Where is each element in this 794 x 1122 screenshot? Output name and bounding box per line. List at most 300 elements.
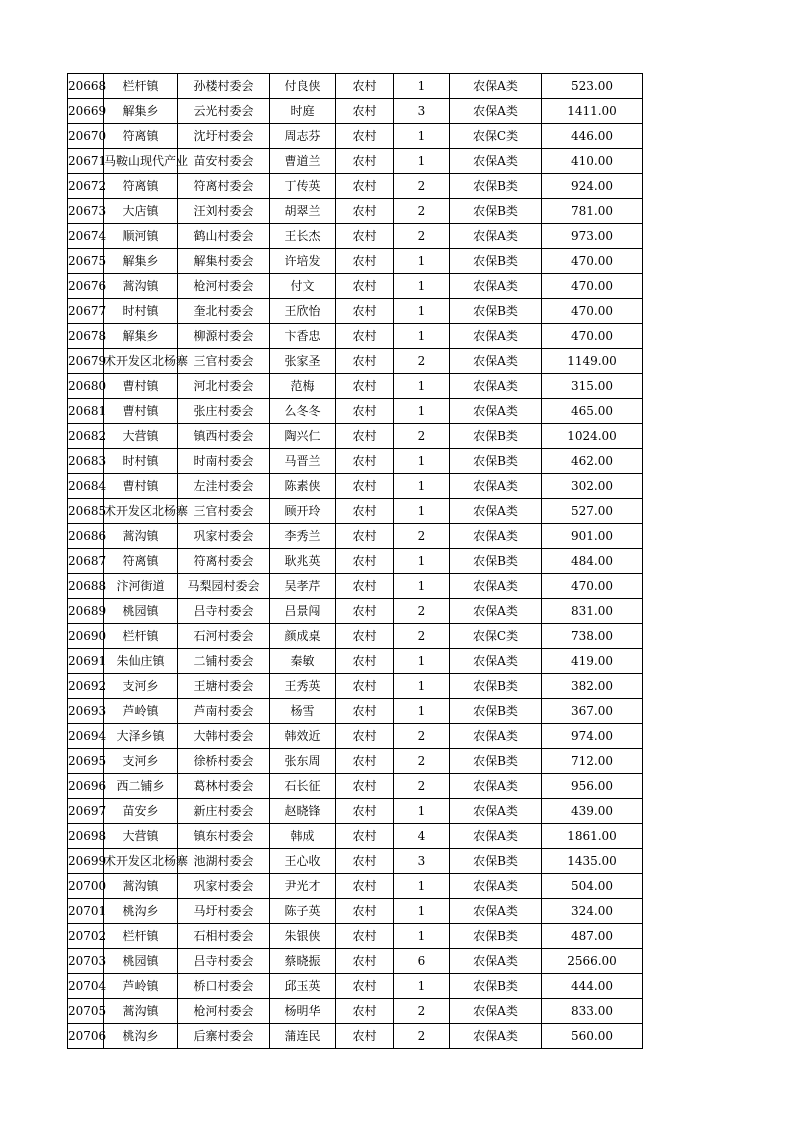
insurance-category-cell: 农保A类 [450, 399, 542, 424]
town-cell: 支河乡 [104, 674, 178, 699]
town-cell: 桃沟乡 [104, 899, 178, 924]
record-id-cell: 20672 [68, 174, 104, 199]
member-count-cell: 1 [394, 474, 450, 499]
insurance-category-cell: 农保A类 [450, 774, 542, 799]
village-committee-cell: 桥口村委会 [178, 974, 270, 999]
member-count-cell: 2 [394, 199, 450, 224]
member-count-cell: 1 [394, 374, 450, 399]
amount-cell: 484.00 [542, 549, 643, 574]
village-committee-cell: 二铺村委会 [178, 649, 270, 674]
table-row [68, 849, 643, 874]
person-name-cell: 韩效近 [270, 724, 336, 749]
insurance-category-cell: 农保B类 [450, 699, 542, 724]
amount-cell: 367.00 [542, 699, 643, 724]
table-row [68, 224, 643, 249]
household-type-cell: 农村 [336, 824, 394, 849]
household-type-cell: 农村 [336, 149, 394, 174]
household-type-cell: 农村 [336, 374, 394, 399]
household-type-cell: 农村 [336, 899, 394, 924]
amount-cell: 1024.00 [542, 424, 643, 449]
household-type-cell: 农村 [336, 924, 394, 949]
town-cell: 曹村镇 [104, 474, 178, 499]
village-committee-cell: 王塘村委会 [178, 674, 270, 699]
town-cell: 顺河镇 [104, 224, 178, 249]
household-type-cell: 农村 [336, 574, 394, 599]
village-committee-cell: 芦南村委会 [178, 699, 270, 724]
insurance-category-cell: 农保A类 [450, 949, 542, 974]
amount-cell: 974.00 [542, 724, 643, 749]
village-committee-cell: 汪刘村委会 [178, 199, 270, 224]
member-count-cell: 1 [394, 549, 450, 574]
amount-cell: 560.00 [542, 1024, 643, 1049]
insurance-category-cell: 农保A类 [450, 374, 542, 399]
insurance-category-cell: 农保A类 [450, 899, 542, 924]
table-row [68, 674, 643, 699]
person-name-cell: 蒲连民 [270, 1024, 336, 1049]
amount-cell: 382.00 [542, 674, 643, 699]
village-committee-cell: 张庄村委会 [178, 399, 270, 424]
household-type-cell: 农村 [336, 349, 394, 374]
town-cell: 蒿沟镇 [104, 874, 178, 899]
insurance-category-cell: 农保B类 [450, 849, 542, 874]
person-name-cell: 顾开玲 [270, 499, 336, 524]
insurance-category-cell: 农保A类 [450, 149, 542, 174]
insurance-category-cell: 农保A类 [450, 1024, 542, 1049]
table-row [68, 699, 643, 724]
amount-cell: 487.00 [542, 924, 643, 949]
village-committee-cell: 苗安村委会 [178, 149, 270, 174]
household-type-cell: 农村 [336, 724, 394, 749]
amount-cell: 901.00 [542, 524, 643, 549]
amount-cell: 302.00 [542, 474, 643, 499]
village-committee-cell: 沈圩村委会 [178, 124, 270, 149]
member-count-cell: 1 [394, 799, 450, 824]
member-count-cell: 1 [394, 124, 450, 149]
village-committee-cell: 符离村委会 [178, 174, 270, 199]
person-name-cell: 秦敏 [270, 649, 336, 674]
person-name-cell: 胡翠兰 [270, 199, 336, 224]
member-count-cell: 1 [394, 699, 450, 724]
town-cell: 术开发区北杨寨 [104, 349, 178, 374]
record-id-cell: 20669 [68, 99, 104, 124]
household-type-cell: 农村 [336, 999, 394, 1024]
insurance-category-cell: 农保A类 [450, 649, 542, 674]
amount-cell: 973.00 [542, 224, 643, 249]
village-committee-cell: 镇东村委会 [178, 824, 270, 849]
town-cell: 解集乡 [104, 249, 178, 274]
amount-cell: 833.00 [542, 999, 643, 1024]
member-count-cell: 1 [394, 399, 450, 424]
person-name-cell: 李秀兰 [270, 524, 336, 549]
person-name-cell: 王长杰 [270, 224, 336, 249]
amount-cell: 504.00 [542, 874, 643, 899]
person-name-cell: 卞香忠 [270, 324, 336, 349]
person-name-cell: 蔡晓振 [270, 949, 336, 974]
table-row [68, 749, 643, 774]
household-type-cell: 农村 [336, 949, 394, 974]
record-id-cell: 20679 [68, 349, 104, 374]
town-cell: 支河乡 [104, 749, 178, 774]
town-cell: 蒿沟镇 [104, 999, 178, 1024]
amount-cell: 523.00 [542, 74, 643, 99]
member-count-cell: 2 [394, 1024, 450, 1049]
record-id-cell: 20698 [68, 824, 104, 849]
insurance-category-cell: 农保A类 [450, 524, 542, 549]
amount-cell: 1861.00 [542, 824, 643, 849]
member-count-cell: 1 [394, 899, 450, 924]
table-row [68, 599, 643, 624]
amount-cell: 470.00 [542, 574, 643, 599]
insurance-category-cell: 农保A类 [450, 499, 542, 524]
member-count-cell: 1 [394, 449, 450, 474]
insurance-category-cell: 农保A类 [450, 474, 542, 499]
table-row [68, 824, 643, 849]
amount-cell: 1435.00 [542, 849, 643, 874]
table-row [68, 74, 643, 99]
village-committee-cell: 池湖村委会 [178, 849, 270, 874]
household-type-cell: 农村 [336, 524, 394, 549]
person-name-cell: 丁传英 [270, 174, 336, 199]
village-committee-cell: 吕寺村委会 [178, 949, 270, 974]
record-id-cell: 20687 [68, 549, 104, 574]
household-type-cell: 农村 [336, 599, 394, 624]
town-cell: 汴河街道 [104, 574, 178, 599]
village-committee-cell: 左洼村委会 [178, 474, 270, 499]
member-count-cell: 3 [394, 99, 450, 124]
insurance-category-cell: 农保A类 [450, 349, 542, 374]
amount-cell: 470.00 [542, 299, 643, 324]
amount-cell: 924.00 [542, 174, 643, 199]
amount-cell: 956.00 [542, 774, 643, 799]
table-row [68, 299, 643, 324]
table-row [68, 874, 643, 899]
amount-cell: 831.00 [542, 599, 643, 624]
table-row [68, 1024, 643, 1049]
amount-cell: 470.00 [542, 274, 643, 299]
member-count-cell: 2 [394, 999, 450, 1024]
table-row [68, 549, 643, 574]
village-committee-cell: 解集村委会 [178, 249, 270, 274]
person-name-cell: 王欣怡 [270, 299, 336, 324]
town-cell: 时村镇 [104, 299, 178, 324]
person-name-cell: 王心收 [270, 849, 336, 874]
record-id-cell: 20668 [68, 74, 104, 99]
person-name-cell: 陶兴仁 [270, 424, 336, 449]
household-type-cell: 农村 [336, 99, 394, 124]
table-row [68, 474, 643, 499]
record-id-cell: 20682 [68, 424, 104, 449]
member-count-cell: 1 [394, 249, 450, 274]
record-id-cell: 20683 [68, 449, 104, 474]
town-cell: 桃园镇 [104, 599, 178, 624]
household-type-cell: 农村 [336, 699, 394, 724]
person-name-cell: 吕景闯 [270, 599, 336, 624]
village-committee-cell: 枪河村委会 [178, 274, 270, 299]
amount-cell: 315.00 [542, 374, 643, 399]
insurance-category-cell: 农保A类 [450, 99, 542, 124]
record-id-cell: 20705 [68, 999, 104, 1024]
member-count-cell: 2 [394, 524, 450, 549]
record-id-cell: 20681 [68, 399, 104, 424]
town-cell: 朱仙庄镇 [104, 649, 178, 674]
town-cell: 大店镇 [104, 199, 178, 224]
amount-cell: 1149.00 [542, 349, 643, 374]
amount-cell: 462.00 [542, 449, 643, 474]
table-row [68, 174, 643, 199]
village-committee-cell: 镇西村委会 [178, 424, 270, 449]
table-row [68, 724, 643, 749]
person-name-cell: 付文 [270, 274, 336, 299]
table-row [68, 574, 643, 599]
village-committee-cell: 大韩村委会 [178, 724, 270, 749]
record-id-cell: 20676 [68, 274, 104, 299]
record-id-cell: 20671 [68, 149, 104, 174]
household-type-cell: 农村 [336, 124, 394, 149]
insurance-category-cell: 农保B类 [450, 174, 542, 199]
record-id-cell: 20697 [68, 799, 104, 824]
member-count-cell: 1 [394, 299, 450, 324]
person-name-cell: 周志芬 [270, 124, 336, 149]
insurance-category-cell: 农保C类 [450, 624, 542, 649]
person-name-cell: 颜成桌 [270, 624, 336, 649]
household-type-cell: 农村 [336, 474, 394, 499]
person-name-cell: 许培发 [270, 249, 336, 274]
household-type-cell: 农村 [336, 649, 394, 674]
record-id-cell: 20690 [68, 624, 104, 649]
record-id-cell: 20684 [68, 474, 104, 499]
member-count-cell: 1 [394, 674, 450, 699]
person-name-cell: 么冬冬 [270, 399, 336, 424]
town-cell: 解集乡 [104, 99, 178, 124]
household-type-cell: 农村 [336, 749, 394, 774]
person-name-cell: 陈素侠 [270, 474, 336, 499]
insurance-category-cell: 农保A类 [450, 224, 542, 249]
amount-cell: 439.00 [542, 799, 643, 824]
insurance-category-cell: 农保B类 [450, 974, 542, 999]
village-committee-cell: 河北村委会 [178, 374, 270, 399]
person-name-cell: 杨雪 [270, 699, 336, 724]
household-type-cell: 农村 [336, 424, 394, 449]
record-id-cell: 20685 [68, 499, 104, 524]
member-count-cell: 2 [394, 774, 450, 799]
member-count-cell: 1 [394, 274, 450, 299]
record-id-cell: 20689 [68, 599, 104, 624]
record-id-cell: 20686 [68, 524, 104, 549]
table-row [68, 899, 643, 924]
village-committee-cell: 三官村委会 [178, 349, 270, 374]
town-cell: 符离镇 [104, 124, 178, 149]
records-table [67, 73, 643, 1049]
household-type-cell: 农村 [336, 224, 394, 249]
table-row [68, 624, 643, 649]
person-name-cell: 杨明华 [270, 999, 336, 1024]
record-id-cell: 20673 [68, 199, 104, 224]
amount-cell: 410.00 [542, 149, 643, 174]
member-count-cell: 1 [394, 499, 450, 524]
table-row [68, 974, 643, 999]
table-row [68, 999, 643, 1024]
household-type-cell: 农村 [336, 249, 394, 274]
record-id-cell: 20703 [68, 949, 104, 974]
town-cell: 西二铺乡 [104, 774, 178, 799]
amount-cell: 712.00 [542, 749, 643, 774]
insurance-category-cell: 农保B类 [450, 549, 542, 574]
household-type-cell: 农村 [336, 799, 394, 824]
insurance-category-cell: 农保A类 [450, 574, 542, 599]
household-type-cell: 农村 [336, 624, 394, 649]
village-committee-cell: 柳源村委会 [178, 324, 270, 349]
insurance-category-cell: 农保B类 [450, 924, 542, 949]
member-count-cell: 2 [394, 424, 450, 449]
person-name-cell: 赵晓锋 [270, 799, 336, 824]
town-cell: 桃沟乡 [104, 1024, 178, 1049]
village-committee-cell: 时南村委会 [178, 449, 270, 474]
household-type-cell: 农村 [336, 399, 394, 424]
member-count-cell: 1 [394, 874, 450, 899]
person-name-cell: 吴孝芹 [270, 574, 336, 599]
member-count-cell: 2 [394, 174, 450, 199]
village-committee-cell: 鹤山村委会 [178, 224, 270, 249]
amount-cell: 419.00 [542, 649, 643, 674]
village-committee-cell: 新庄村委会 [178, 799, 270, 824]
town-cell: 蒿沟镇 [104, 274, 178, 299]
village-committee-cell: 后寨村委会 [178, 1024, 270, 1049]
village-committee-cell: 符离村委会 [178, 549, 270, 574]
person-name-cell: 耿兆英 [270, 549, 336, 574]
person-name-cell: 尹光才 [270, 874, 336, 899]
household-type-cell: 农村 [336, 299, 394, 324]
record-id-cell: 20693 [68, 699, 104, 724]
table-row [68, 499, 643, 524]
record-id-cell: 20674 [68, 224, 104, 249]
town-cell: 马鞍山现代产业 [104, 149, 178, 174]
table-row [68, 449, 643, 474]
person-name-cell: 范梅 [270, 374, 336, 399]
record-id-cell: 20677 [68, 299, 104, 324]
table-row [68, 249, 643, 274]
household-type-cell: 农村 [336, 674, 394, 699]
table-row [68, 199, 643, 224]
town-cell: 曹村镇 [104, 374, 178, 399]
table-row [68, 524, 643, 549]
table-row [68, 374, 643, 399]
record-id-cell: 20678 [68, 324, 104, 349]
table-row [68, 799, 643, 824]
member-count-cell: 2 [394, 599, 450, 624]
member-count-cell: 2 [394, 349, 450, 374]
village-committee-cell: 石相村委会 [178, 924, 270, 949]
town-cell: 蒿沟镇 [104, 524, 178, 549]
table-row [68, 324, 643, 349]
town-cell: 栏杆镇 [104, 624, 178, 649]
table-row [68, 349, 643, 374]
village-committee-cell: 葛林村委会 [178, 774, 270, 799]
insurance-category-cell: 农保A类 [450, 724, 542, 749]
person-name-cell: 张东周 [270, 749, 336, 774]
member-count-cell: 1 [394, 974, 450, 999]
insurance-category-cell: 农保A类 [450, 274, 542, 299]
record-id-cell: 20696 [68, 774, 104, 799]
town-cell: 时村镇 [104, 449, 178, 474]
record-id-cell: 20670 [68, 124, 104, 149]
table-row [68, 424, 643, 449]
member-count-cell: 1 [394, 74, 450, 99]
household-type-cell: 农村 [336, 499, 394, 524]
household-type-cell: 农村 [336, 874, 394, 899]
insurance-category-cell: 农保A类 [450, 824, 542, 849]
record-id-cell: 20704 [68, 974, 104, 999]
village-committee-cell: 巩家村委会 [178, 874, 270, 899]
record-id-cell: 20692 [68, 674, 104, 699]
record-id-cell: 20691 [68, 649, 104, 674]
insurance-category-cell: 农保B类 [450, 749, 542, 774]
town-cell: 芦岭镇 [104, 974, 178, 999]
insurance-category-cell: 农保A类 [450, 324, 542, 349]
table-row [68, 124, 643, 149]
amount-cell: 738.00 [542, 624, 643, 649]
town-cell: 栏杆镇 [104, 924, 178, 949]
insurance-category-cell: 农保A类 [450, 999, 542, 1024]
member-count-cell: 2 [394, 624, 450, 649]
table-row [68, 949, 643, 974]
member-count-cell: 2 [394, 749, 450, 774]
town-cell: 大泽乡镇 [104, 724, 178, 749]
person-name-cell: 邱玉英 [270, 974, 336, 999]
record-id-cell: 20695 [68, 749, 104, 774]
household-type-cell: 农村 [336, 1024, 394, 1049]
insurance-category-cell: 农保A类 [450, 799, 542, 824]
person-name-cell: 韩成 [270, 824, 336, 849]
household-type-cell: 农村 [336, 449, 394, 474]
person-name-cell: 付良侠 [270, 74, 336, 99]
record-id-cell: 20694 [68, 724, 104, 749]
insurance-category-cell: 农保B类 [450, 299, 542, 324]
insurance-category-cell: 农保A类 [450, 874, 542, 899]
insurance-category-cell: 农保B类 [450, 424, 542, 449]
town-cell: 解集乡 [104, 324, 178, 349]
table-row [68, 649, 643, 674]
town-cell: 桃园镇 [104, 949, 178, 974]
table-row [68, 99, 643, 124]
town-cell: 大营镇 [104, 424, 178, 449]
person-name-cell: 曹道兰 [270, 149, 336, 174]
insurance-category-cell: 农保A类 [450, 74, 542, 99]
town-cell: 曹村镇 [104, 399, 178, 424]
insurance-category-cell: 农保A类 [450, 599, 542, 624]
person-name-cell: 张家圣 [270, 349, 336, 374]
record-id-cell: 20680 [68, 374, 104, 399]
record-id-cell: 20688 [68, 574, 104, 599]
household-type-cell: 农村 [336, 174, 394, 199]
town-cell: 符离镇 [104, 174, 178, 199]
town-cell: 符离镇 [104, 549, 178, 574]
amount-cell: 470.00 [542, 249, 643, 274]
person-name-cell: 时庭 [270, 99, 336, 124]
village-committee-cell: 吕寺村委会 [178, 599, 270, 624]
village-committee-cell: 孙楼村委会 [178, 74, 270, 99]
person-name-cell: 陈子英 [270, 899, 336, 924]
amount-cell: 465.00 [542, 399, 643, 424]
member-count-cell: 2 [394, 224, 450, 249]
household-type-cell: 农村 [336, 849, 394, 874]
table-row [68, 149, 643, 174]
village-committee-cell: 马梨园村委会 [178, 574, 270, 599]
village-committee-cell: 三官村委会 [178, 499, 270, 524]
village-committee-cell: 奎北村委会 [178, 299, 270, 324]
village-committee-cell: 马圩村委会 [178, 899, 270, 924]
town-cell: 术开发区北杨寨 [104, 849, 178, 874]
village-committee-cell: 枪河村委会 [178, 999, 270, 1024]
